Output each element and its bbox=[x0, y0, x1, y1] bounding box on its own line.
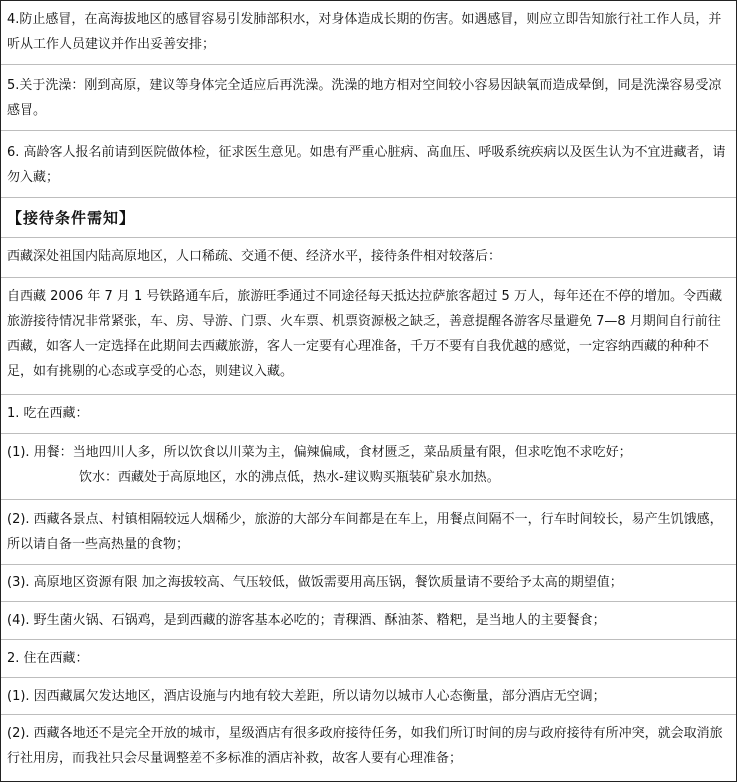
paragraph-elderly-checkup: 6. 高龄客人报名前请到医院做体检，征求医生意见。如患有严重心脏病、高血压、呼吸系统疾病以及医生认为不宜进藏者，请勿入藏； bbox=[7, 145, 726, 185]
list-item-live-1: (1). 因西藏属欠发达地区，酒店设施与内地有较大差距，所以请勿以城市人心态衡量，部分酒店无空调； bbox=[7, 689, 606, 704]
list-item-live-2: (2). 西藏各地还不是完全开放的城市，星级酒店有很多政府接待任务，如我们所订时间的房与政府接待有所冲突，就会取消旅行社用房，而我社只会尽量调整差不多标准的酒店补救，故客人要有心理准备； bbox=[7, 726, 723, 766]
divider bbox=[1, 714, 736, 715]
divider bbox=[1, 64, 736, 65]
list-item-eat-2: (2). 西藏各景点、村镇相隔较远人烟稀少，旅游的大部分车间都是在车上，用餐点间隔不一，行车时间较长，易产生饥饿感，所以请自备一些高热量的食物； bbox=[7, 512, 723, 552]
section-heading-reception: 【接待条件需知】 bbox=[7, 209, 136, 227]
divider bbox=[1, 499, 736, 500]
subheading-living: 2. 住在西藏： bbox=[7, 651, 89, 666]
divider bbox=[1, 677, 736, 678]
divider bbox=[1, 277, 736, 278]
divider bbox=[1, 394, 736, 395]
paragraph-railway-notice: 自西藏 2006 年 7 月 1 号铁路通车后，旅游旺季通过不同途径每天抵达拉萨旅客超过 5 万人，每年还在不停的增加。令西藏旅游接待情况非常紧张，车、房、导游、门票、火车票、机票资源极之缺乏，善意提醒各游客尽量避免 7—8 月期间自行前往西藏，如客人一定选择在此期间去西藏旅游，客人一定要有心理准备，千万不要有自我优越的感觉，一定容纳西藏的种种不足，如有挑剔的心态或享受的心态，则建议入藏。 bbox=[7, 289, 722, 379]
divider bbox=[1, 237, 736, 238]
divider bbox=[1, 197, 736, 198]
divider bbox=[1, 601, 736, 602]
list-item-eat-1: (1). 用餐：当地四川人多，所以饮食以川菜为主，偏辣偏咸，食材匮乏，菜品质量有限，但求吃饱不求吃好； bbox=[7, 445, 632, 460]
list-item-eat-3: (3). 高原地区资源有限 加之海拔较高、气压较低，做饭需要用高压锅，餐饮质量请不要给予太高的期望值； bbox=[7, 575, 623, 590]
divider bbox=[1, 639, 736, 640]
subheading-eating: 1. 吃在西藏： bbox=[7, 406, 89, 421]
list-item-eat-1-water: 饮水：西藏处于高原地区，水的沸点低，热水-建议购买瓶装矿泉水加热。 bbox=[79, 470, 500, 485]
paragraph-intro: 西藏深处祖国内陆高原地区，人口稀疏、交通不便、经济水平，接待条件相对较落后： bbox=[7, 249, 502, 264]
divider bbox=[1, 433, 736, 434]
divider bbox=[1, 564, 736, 565]
divider bbox=[1, 130, 736, 131]
paragraph-cold-prevention: 4.防止感冒，在高海拔地区的感冒容易引发肺部积水，对身体造成长期的伤害。如遇感冒，则应立即告知旅行社工作人员，并听从工作人员建议并作出妥善安排； bbox=[7, 12, 722, 52]
list-item-eat-4: (4). 野生菌火锅、石锅鸡，是到西藏的游客基本必吃的；青稞酒、酥油茶、糌粑，是当地人的主要餐食； bbox=[7, 613, 606, 628]
paragraph-bathing: 5.关于洗澡：刚到高原，建议等身体完全适应后再洗澡。洗澡的地方相对空间较小容易因缺氧而造成晕倒，同是洗澡容易受凉感冒。 bbox=[7, 78, 722, 118]
